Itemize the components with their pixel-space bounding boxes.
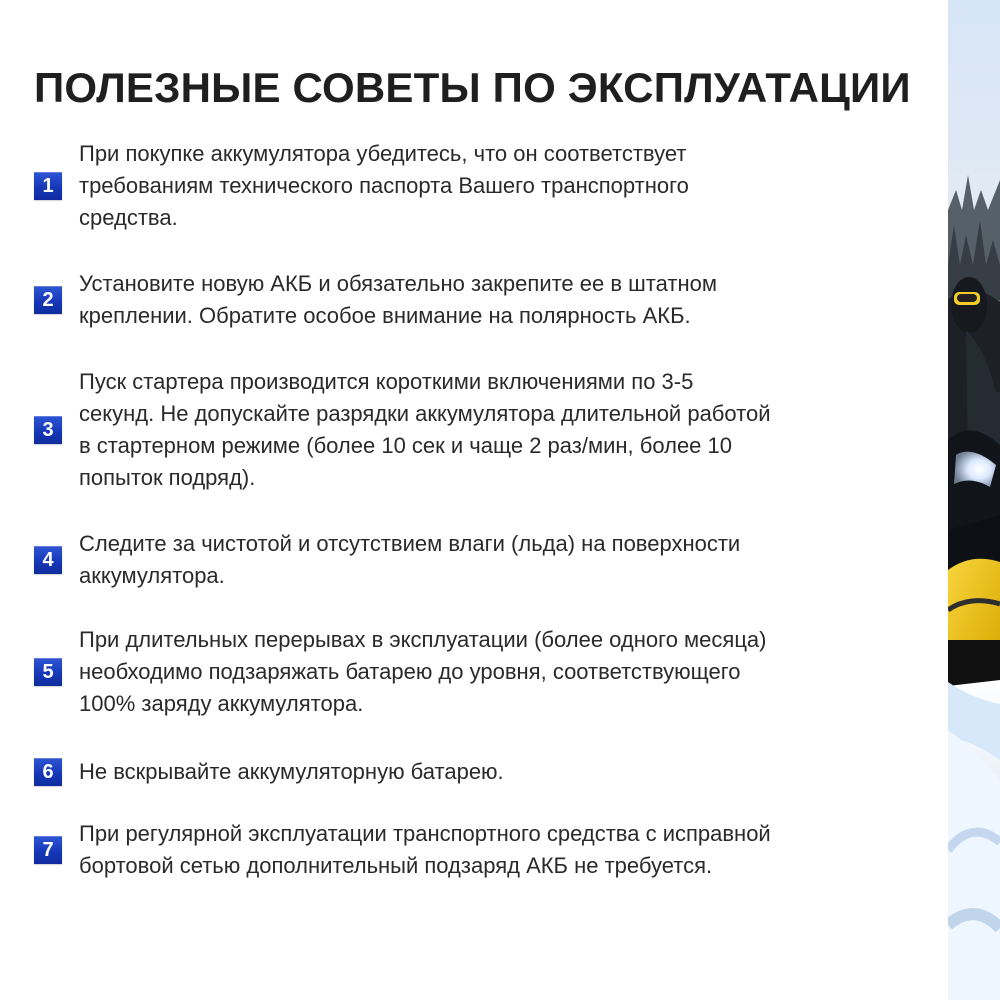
tip-number-badge: 7 [34,836,62,864]
tip-text: Следите за чистотой и отсутствием влаги (льда) на поверхности аккумулятора. [79,531,741,588]
tip-text: При регулярной эксплуатации транспортного средства с исправной бортовой сетью дополнительный подзаряд АКБ не требуется. [79,821,771,878]
tip-number-badge: 4 [34,546,62,574]
tip-text: Пуск стартера производится короткими включениями по 3-5 секунд. Не допускайте разрядки аккумулятора длительной работой в стартерном режиме (более 10 сек и чаще 2 раз/мин, более 10 попыток подряд). [79,369,771,490]
tip-number-badge: 1 [34,172,62,200]
tip-item [34,366,914,494]
snowmobile-rider-image [948,0,1000,1000]
tip-text: Не вскрывайте аккумуляторную батарею. [79,759,504,784]
tip-item [34,528,914,592]
tip-number-badge: 2 [34,286,62,314]
tip-item [34,818,914,882]
tip-item [34,138,914,234]
tip-text: При покупке аккумулятора убедитесь, что он соответствует требованиям технического паспорта Вашего транспортного средства. [79,141,689,230]
tip-number-badge: 5 [34,658,62,686]
page-title: ПОЛЕЗНЫЕ СОВЕТЫ ПО ЭКСПЛУАТАЦИИ [34,64,911,111]
snowmobile-photo-strip [948,0,1000,1000]
tip-text: При длительных перерывах в эксплуатации (более одного месяца) необходимо подзаряжать батарею до уровня, соответствующего 100% заряду аккумулятора. [79,627,767,716]
tip-number-badge: 6 [34,758,62,786]
tip-item [34,756,914,788]
tip-number-badge: 3 [34,416,62,444]
tip-text: Установите новую АКБ и обязательно закрепите ее в штатном креплении. Обратите особое внимание на полярность АКБ. [79,271,717,328]
tip-item [34,624,914,720]
tip-item [34,268,914,332]
